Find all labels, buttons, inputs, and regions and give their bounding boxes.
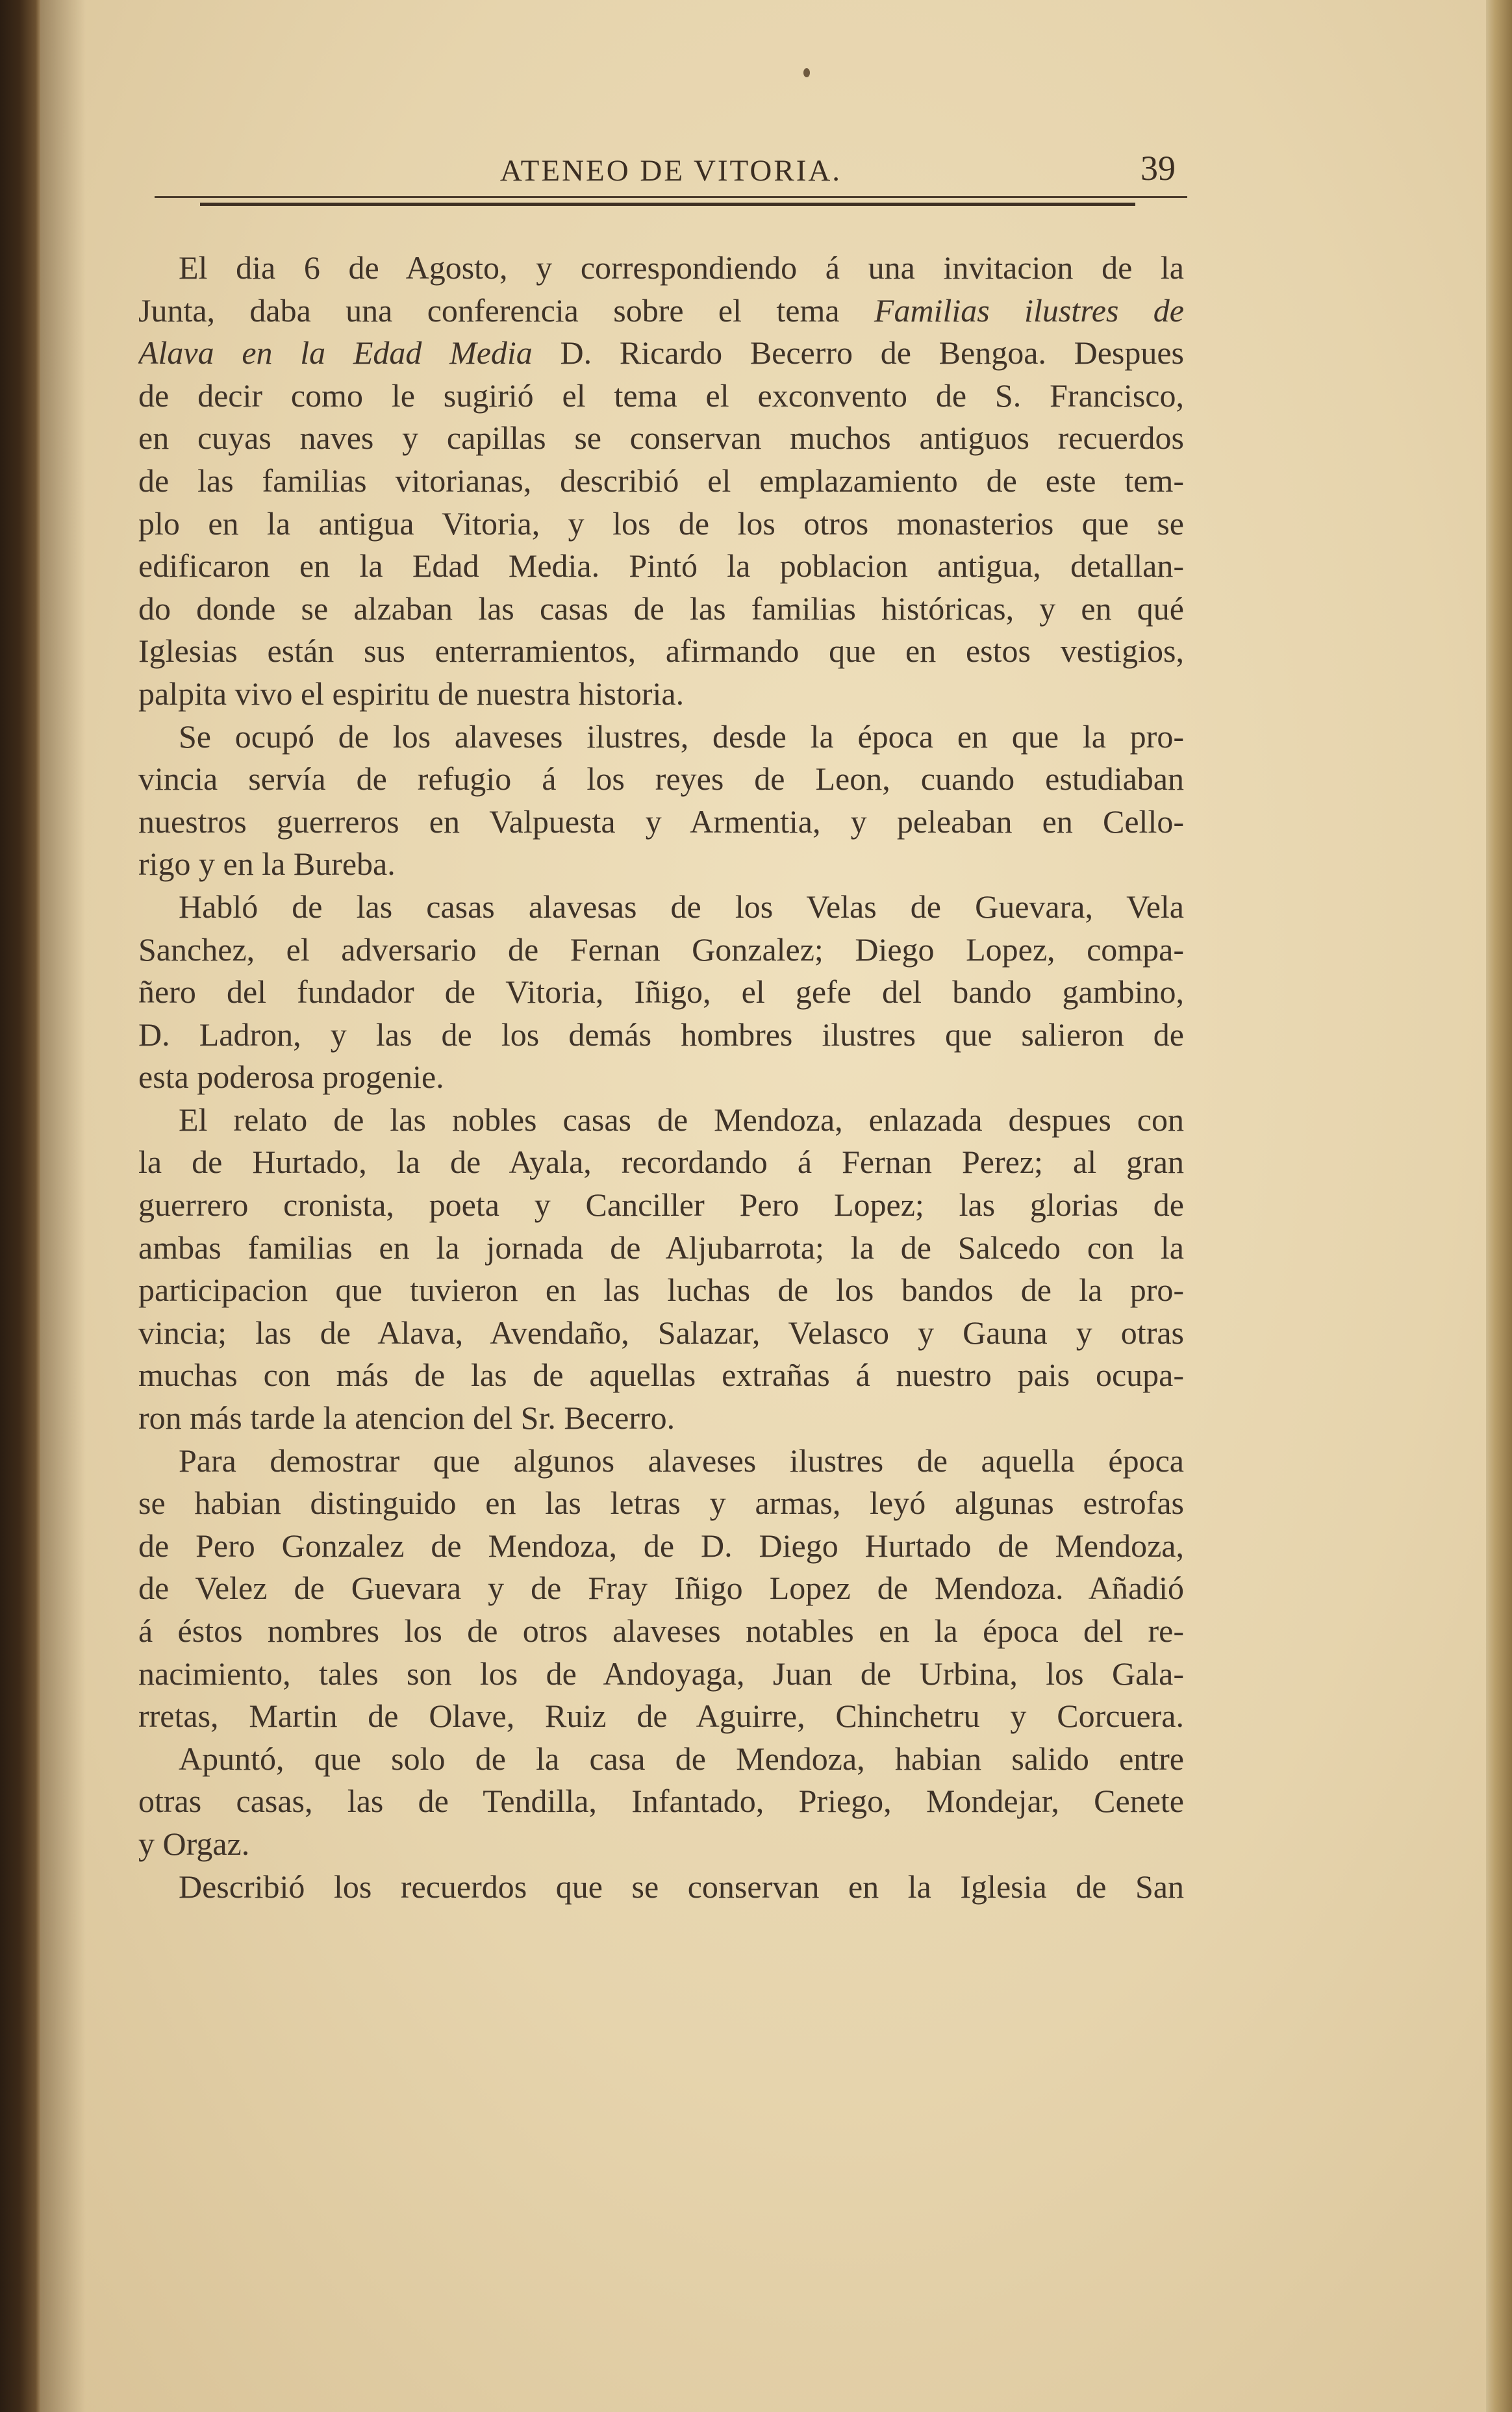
text-line: otras casas, las de Tendilla, Infantado, Priego, Mondejar, Cenete xyxy=(138,1783,1184,1820)
text-line: de Pero Gonzalez de Mendoza, de D. Diego Hurtado de Mendoza, xyxy=(138,1527,1184,1564)
text-line: plo en la antigua Vitoria, y los de los otros monasterios que se xyxy=(138,505,1184,542)
text-line: Iglesias están sus enterramientos, afirmando que en estos vestigios, xyxy=(138,633,1184,670)
text-line: Sanchez, el adversario de Fernan Gonzalez; Diego Lopez, compa- xyxy=(138,931,1184,968)
text-line: en cuyas naves y capillas se conservan muchos antiguos recuerdos xyxy=(138,420,1184,457)
text-fragment: Junta, daba una conferencia sobre el tema xyxy=(138,292,840,329)
text-line: vincia; las de Alava, Avendaño, Salazar, Velasco y Gauna y otras xyxy=(138,1314,1184,1351)
text-line: guerrero cronista, poeta y Canciller Pero Lopez; las glorias de xyxy=(138,1187,1184,1224)
text-line: de decir como le sugirió el tema el exconvento de S. Francisco, xyxy=(138,377,1184,414)
text-line: nacimiento, tales son los de Andoyaga, Juan de Urbina, los Gala- xyxy=(138,1655,1184,1692)
text-line: Apuntó, que solo de la casa de Mendoza, habian salido entre xyxy=(179,1740,1184,1777)
text-line: muchas con más de las de aquellas extrañas á nuestro pais ocupa- xyxy=(138,1357,1184,1394)
ink-speck xyxy=(803,68,810,77)
text-line: D. Ladron, y las de los demás hombres ilustres que salieron de xyxy=(138,1016,1184,1053)
running-title: ATENEO DE VITORIA. xyxy=(499,154,842,188)
text-line: ñero del fundador de Vitoria, Iñigo, el gefe del bando gambino, xyxy=(138,974,1184,1011)
text-line: Describió los recuerdos que se conservan en la Iglesia de San xyxy=(179,1868,1184,1905)
body-text xyxy=(138,247,1184,1908)
book-binding xyxy=(0,0,40,2412)
text-line: de las familias vitorianas, describió el emplazamiento de este tem- xyxy=(138,462,1184,499)
text-line: Para demostrar que algunos alaveses ilustres de aquella época xyxy=(179,1442,1184,1479)
text-line: rigo y en la Bureba. xyxy=(138,846,396,883)
text-line: edificaron en la Edad Media. Pintó la poblacion antigua, detallan- xyxy=(138,547,1184,584)
text-line: participacion que tuvieron en las luchas de los bandos de la pro- xyxy=(138,1272,1184,1309)
text-line: ron más tarde la atencion del Sr. Becerro. xyxy=(138,1400,675,1437)
text-line: la de Hurtado, la de Ayala, recordando á Fernan Perez; al gran xyxy=(138,1144,1184,1181)
text-line: Se ocupó de los alaveses ilustres, desde la época en que la pro- xyxy=(179,718,1184,755)
text-line: vincia servía de refugio á los reyes de Leon, cuando estudiaban xyxy=(138,760,1184,798)
text-line: El dia 6 de Agosto, y correspondiendo á una invitacion de la xyxy=(179,249,1184,286)
header-rule-thick xyxy=(200,203,1135,206)
text-line: palpita vivo el espiritu de nuestra historia. xyxy=(138,675,685,712)
text-line: El relato de las nobles casas de Mendoza, enlazada despues con xyxy=(179,1101,1184,1138)
page-edge xyxy=(1486,0,1512,2412)
text-line: rretas, Martin de Olave, Ruiz de Aguirre, Chinchetru y Corcuera. xyxy=(138,1698,1184,1735)
text-line: esta poderosa progenie. xyxy=(138,1059,444,1096)
header-rule xyxy=(155,196,1187,198)
gutter-shadow xyxy=(40,0,86,2412)
text-line: y Orgaz. xyxy=(138,1825,250,1862)
text-line: nuestros guerreros en Valpuesta y Armentia, y peleaban en Cello- xyxy=(138,803,1184,840)
page-number: 39 xyxy=(1140,149,1176,188)
text-line xyxy=(138,290,1184,333)
text-line: de Velez de Guevara y de Fray Iñigo Lopez de Mendoza. Añadió xyxy=(138,1570,1184,1607)
text-fragment: D. Ricardo Becerro de Bengoa. Despues xyxy=(560,334,1184,371)
text-line: se habian distinguido en las letras y armas, leyó algunas estrofas xyxy=(138,1485,1184,1522)
page-header xyxy=(155,143,1187,201)
text-line: do donde se alzaban las casas de las familias históricas, y en qué xyxy=(138,590,1184,627)
italic-title: Familias ilustres de xyxy=(874,292,1184,329)
text-line: á éstos nombres los de otros alaveses notables en la época del re- xyxy=(138,1613,1184,1649)
text-line: Habló de las casas alavesas de los Velas de Guevara, Vela xyxy=(179,888,1184,925)
text-line: ambas familias en la jornada de Aljubarrota; la de Salcedo con la xyxy=(138,1229,1184,1266)
italic-title: Alava en la Edad Media xyxy=(138,334,533,371)
text-line xyxy=(138,332,1184,375)
